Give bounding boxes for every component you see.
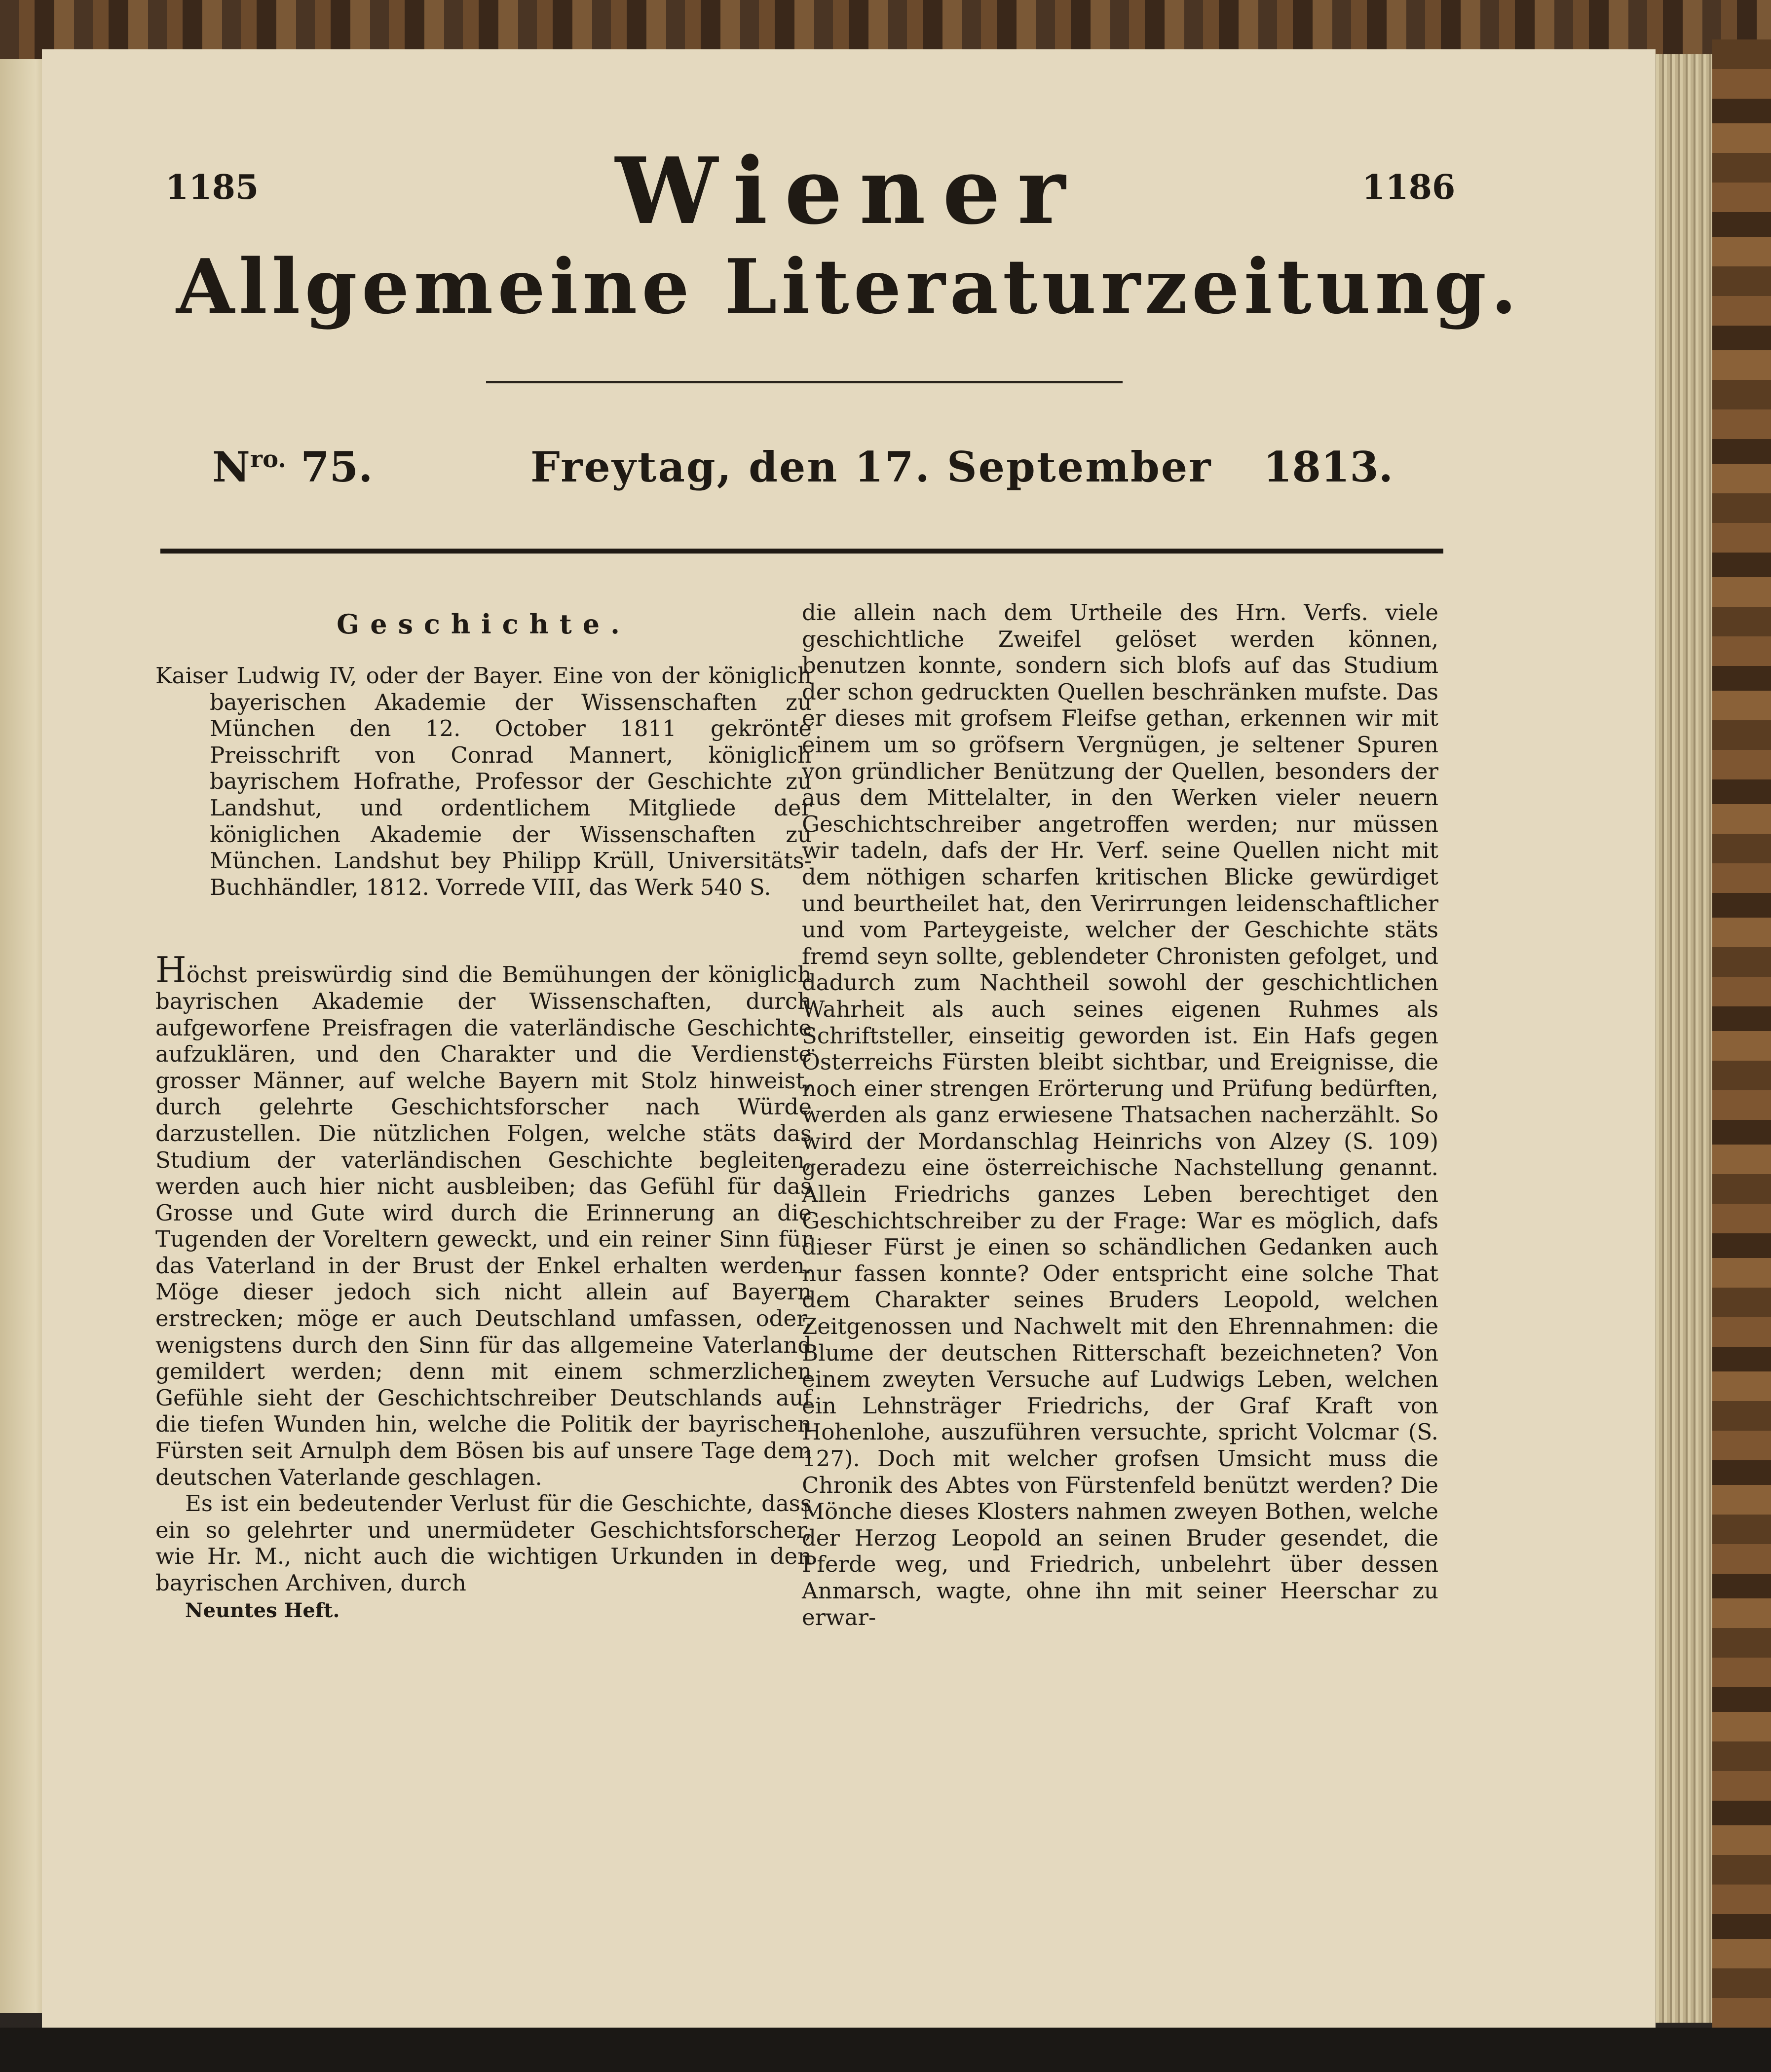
page-number-right: 1186 bbox=[1362, 168, 1456, 207]
right-column-text: die allein nach dem Urtheile des Hrn. Verfs. viele geschichtliche Zweifel gelöset werden können, benutzen konnte, sondern sich blofs auf das Studium der schon gedruckten Quellen beschränken mufste. Das er dieses mit grofsem Fleifse gethan, erkennen wir mit einem um so gröfsern Vergnügen, je seltener Spuren von gründlicher Benützung der Quellen, besonders der aus dem Mittelalter, in den Werken vieler neuern Geschichtschreiber angetroffen werden; nur müssen wir tadeln, dafs der Hr. Verf. seine Quellen nicht mit dem nöthigen scharfen kritischen Blicke gewürdiget und beurtheilet hat, den Verirrungen leidenschaftlicher und vom Parteygeiste, welcher der Geschichte stäts fremd seyn sollte, geblendeter Chronisten gefolget, und dadurch zum Nachtheil sowohl der geschichtlichen Wahrheit als auch seines eigenen Ruhmes als Schriftsteller, einseitig geworden ist. Ein Hafs gegen Österreichs Fürsten bleibt sichtbar, und Ereignisse, die noch einer strengen Erörterung und Prüfung bedürften, werden als ganz erwiesene Thatsachen nacherzählt. So wird der Mordanschlag Heinrichs von Alzey (S. 109) geradezu eine österreichische Nachstellung genannt. Allein Friedrichs ganzes Leben berechtiget den Geschichtschreiber zu der Frage: War es möglich, dafs dieser Fürst je einen so schändlichen Gedanken auch nur fassen konnte? Oder entspricht eine solche That dem Charakter seines Bruders Leopold, welchen Zeitgenossen und Nachwelt mit den Ehrennahmen: die Blume der deutschen Ritterschaft bezeichneten? Von einem zweyten Versuche auf Ludwigs Leben, welchen ein Lehnsträger Friedrichs, der Graf Kraft von Hohenlohe, auszuführen versuchte, spricht Volcmar (S. 127). Doch mit welcher grofsen Umsicht muss die Chronik des Abtes von Fürstenfeld benützt werden? Die Mönche dieses Klosters nahmen zweyen Bothen, welche der Herzog Leopold an seinen Bruder gesendet, die Pferde weg, und Friedrich, unbelehrt über dessen Anmarsch, wagte, ohne ihn mit seiner Heerschar zu erwar- bbox=[802, 599, 1438, 1630]
bibliographic-entry bbox=[155, 663, 812, 900]
scan-background bbox=[0, 2028, 1771, 2072]
signature-mark: Neuntes Heft. bbox=[185, 1598, 340, 1622]
book-cover-right bbox=[1712, 39, 1771, 2072]
review-paragraph-2: Es ist ein bedeutender Verlust für die Geschichte, dass ein so gelehrter und unermüdeter Geschichtsforscher, wie Hr. M., nicht auch die wichtigen Urkunden in den bayrischen Archiven, durch bbox=[155, 1490, 812, 1596]
left-column bbox=[155, 599, 812, 1624]
masthead-title-wiener: Wiener bbox=[615, 137, 1083, 245]
issue-number bbox=[212, 443, 373, 491]
review-paragraph-1: Höchst preiswürdig sind die Bemühungen der königlich bayrischen Akademie der Wissenschaften, durch aufgeworfene Preisfragen die vaterländische Geschichte aufzuklären, und den Charakter und die Verdienste grosser Männer, auf welche Bayern mit Stolz hinweist, durch gelehrte Geschichtsforscher nach Würde darzustellen. Die nützlichen Folgen, welche stäts das Studium der vaterländischen Geschichte begleiten, werden auch hier nicht ausbleiben; das Gefühl für das Grosse und Gute wird durch die Erinnerung an die Tugenden der Voreltern geweckt, und ein reiner Sinn für das Vaterland in der Brust der Enkel erhalten werden. Möge dieser jedoch sich nicht allein auf Bayern erstrecken; möge er auch Deutschland umfassen, oder, wenigstens durch den Sinn für das allgemeine Vaterland gemildert werden; denn mit einem schmerzlichen Gefühle sieht der Geschichtschreiber Deutschlands auf die tiefen Wunden hin, welche die Politik der bayrischen Fürsten seit Arnulph dem Bösen bis auf unsere Tage dem deutschen Vaterlande geschlagen. bbox=[155, 949, 812, 1490]
issue-prefix-sup: ro. bbox=[250, 445, 286, 473]
issue-prefix: N bbox=[212, 443, 250, 491]
issue-year: 1813. bbox=[1263, 443, 1394, 491]
section-heading: Geschichte. bbox=[337, 608, 631, 640]
page-number-left: 1185 bbox=[165, 168, 259, 207]
biblio-text: Kaiser Ludwig IV, oder der Bayer. Eine von der königlich bayerischen Akademie der Wissenschaften zu München den 12. October 1811 gekrönte Preisschrift von Conrad Mannert, königlich bayrischem Hofrathe, Professor der Geschichte zu Landshut, und ordentlichem Mitgliede der königlichen Akademie der Wissenschaften zu München. Landshut bey Philipp Krüll, Universitäts-Buchhändler, 1812. Vorrede VIII, das Werk 540 S. bbox=[155, 663, 812, 900]
right-column bbox=[802, 599, 1438, 1630]
masthead-rule bbox=[486, 381, 1123, 383]
issue-number-value: 75. bbox=[301, 443, 373, 491]
issue-date: Freytag, den 17. September bbox=[530, 443, 1212, 491]
newspaper-page bbox=[42, 49, 1656, 2028]
masthead-title-literaturzeitung: Allgemeine Literaturzeitung. bbox=[176, 242, 1521, 331]
header-rule bbox=[160, 549, 1443, 554]
